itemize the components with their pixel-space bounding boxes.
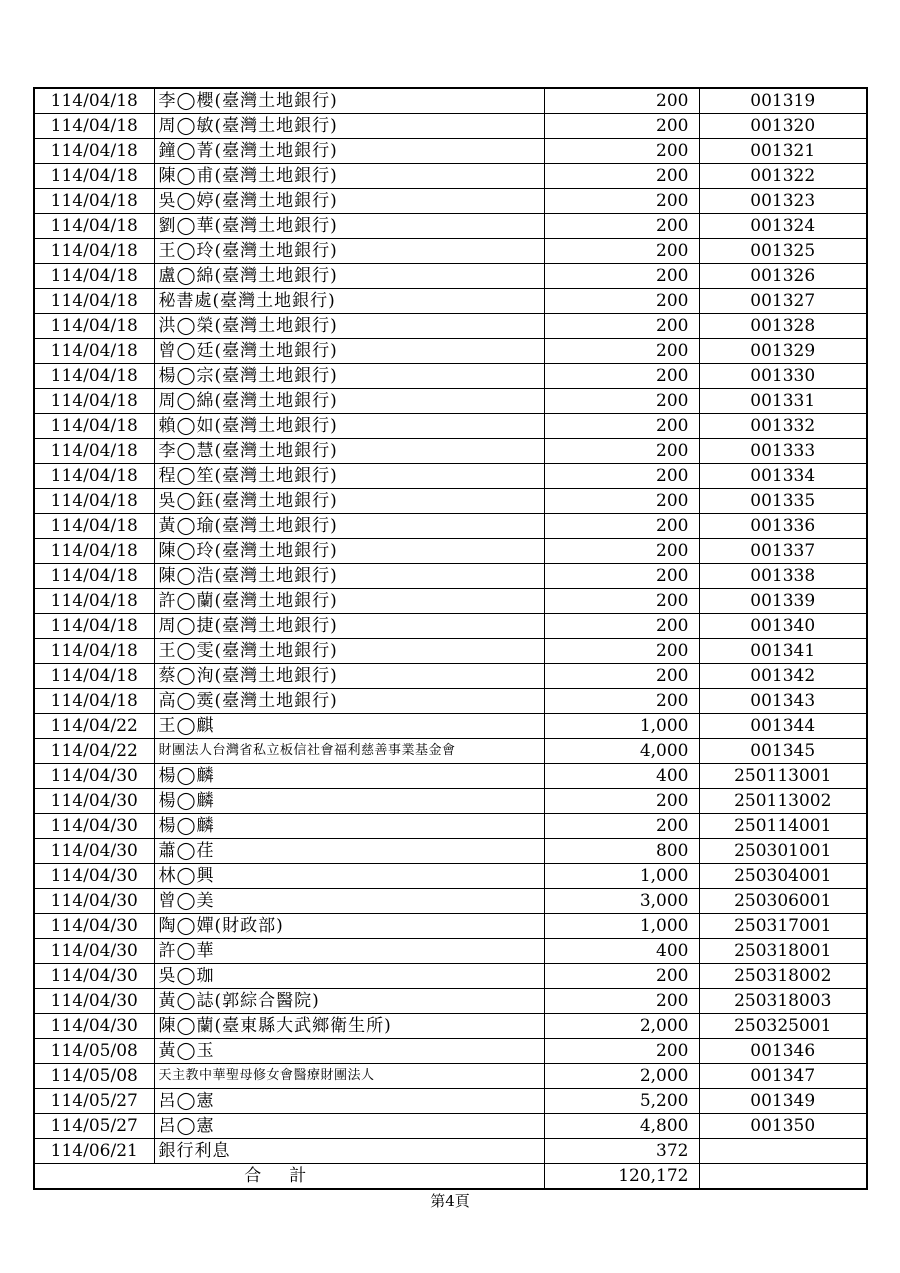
name-cell: 王◯雯(臺灣土地銀行) (154, 639, 544, 664)
amount-cell: 800 (544, 839, 699, 864)
receipt-cell: 001333 (699, 439, 867, 464)
date-cell: 114/04/30 (34, 889, 154, 914)
name-cell: 財團法人台灣省私立板信社會福利慈善事業基金會 (154, 739, 544, 764)
amount-cell: 200 (544, 314, 699, 339)
name-cell: 許◯華 (154, 939, 544, 964)
name-cell: 黃◯瑜(臺灣土地銀行) (154, 514, 544, 539)
amount-cell: 5,200 (544, 1089, 699, 1114)
table-row (34, 739, 867, 764)
receipt-cell: 001350 (699, 1114, 867, 1139)
name-cell: 林◯興 (154, 864, 544, 889)
amount-cell: 200 (544, 1039, 699, 1064)
name-cell: 程◯笙(臺灣土地銀行) (154, 464, 544, 489)
name-cell: 黃◯玉 (154, 1039, 544, 1064)
receipt-cell: 001341 (699, 639, 867, 664)
date-cell: 114/04/30 (34, 864, 154, 889)
table-row (34, 689, 867, 714)
table-row (34, 114, 867, 139)
amount-cell: 400 (544, 939, 699, 964)
receipt-cell: 001346 (699, 1039, 867, 1064)
page-number: 第4頁 (430, 1192, 470, 1210)
receipt-cell: 001344 (699, 714, 867, 739)
receipt-cell: 250113002 (699, 789, 867, 814)
table-row (34, 939, 867, 964)
table-row (34, 839, 867, 864)
name-cell: 呂◯憲 (154, 1114, 544, 1139)
receipt-cell: 001331 (699, 389, 867, 414)
table-row (34, 864, 867, 889)
amount-cell: 200 (544, 964, 699, 989)
date-cell: 114/04/18 (34, 514, 154, 539)
receipt-cell: 250318001 (699, 939, 867, 964)
table-row (34, 639, 867, 664)
date-cell: 114/04/30 (34, 989, 154, 1014)
name-cell: 陳◯蘭(臺東縣大武鄉衛生所) (154, 1014, 544, 1039)
receipt-cell: 250325001 (699, 1014, 867, 1039)
total-label: 合計 (34, 1164, 544, 1190)
name-cell: 楊◯麟 (154, 814, 544, 839)
amount-cell: 4,000 (544, 739, 699, 764)
receipt-cell: 250306001 (699, 889, 867, 914)
date-cell: 114/04/18 (34, 614, 154, 639)
table-row (34, 389, 867, 414)
table-row (34, 964, 867, 989)
name-cell: 王◯麒 (154, 714, 544, 739)
name-cell: 洪◯榮(臺灣土地銀行) (154, 314, 544, 339)
date-cell: 114/04/18 (34, 464, 154, 489)
receipt-cell: 001330 (699, 364, 867, 389)
date-cell: 114/04/18 (34, 139, 154, 164)
name-cell: 吳◯婷(臺灣土地銀行) (154, 189, 544, 214)
amount-cell: 200 (544, 164, 699, 189)
amount-cell: 200 (544, 564, 699, 589)
date-cell: 114/04/18 (34, 164, 154, 189)
receipt-cell: 001332 (699, 414, 867, 439)
table-row (34, 214, 867, 239)
receipt-cell: 250301001 (699, 839, 867, 864)
date-cell: 114/05/08 (34, 1064, 154, 1089)
amount-cell: 4,800 (544, 1114, 699, 1139)
table-row (34, 88, 867, 114)
date-cell: 114/06/21 (34, 1139, 154, 1164)
receipt-cell: 001339 (699, 589, 867, 614)
name-cell: 吳◯珈 (154, 964, 544, 989)
date-cell: 114/04/30 (34, 814, 154, 839)
receipt-cell: 001338 (699, 564, 867, 589)
name-cell: 楊◯麟 (154, 764, 544, 789)
receipt-cell (699, 1139, 867, 1164)
date-cell: 114/04/18 (34, 289, 154, 314)
receipt-cell: 001326 (699, 264, 867, 289)
date-cell: 114/04/18 (34, 264, 154, 289)
receipt-cell: 001323 (699, 189, 867, 214)
amount-cell: 372 (544, 1139, 699, 1164)
table-row (34, 439, 867, 464)
receipt-cell: 001343 (699, 689, 867, 714)
amount-cell: 2,000 (544, 1064, 699, 1089)
receipt-cell: 001324 (699, 214, 867, 239)
name-cell: 盧◯綿(臺灣土地銀行) (154, 264, 544, 289)
date-cell: 114/04/18 (34, 389, 154, 414)
table-row (34, 364, 867, 389)
receipt-cell: 001347 (699, 1064, 867, 1089)
date-cell: 114/04/30 (34, 764, 154, 789)
name-cell: 黃◯誌(郭綜合醫院) (154, 989, 544, 1014)
amount-cell: 200 (544, 789, 699, 814)
amount-cell: 200 (544, 139, 699, 164)
name-cell: 蔡◯洵(臺灣土地銀行) (154, 664, 544, 689)
amount-cell: 200 (544, 389, 699, 414)
table-row (34, 539, 867, 564)
table-row (34, 889, 867, 914)
receipt-cell: 001340 (699, 614, 867, 639)
date-cell: 114/04/18 (34, 689, 154, 714)
amount-cell: 400 (544, 764, 699, 789)
receipt-cell: 001321 (699, 139, 867, 164)
name-cell: 蕭◯荏 (154, 839, 544, 864)
name-cell: 陳◯浩(臺灣土地銀行) (154, 564, 544, 589)
amount-cell: 1,000 (544, 714, 699, 739)
name-cell: 天主教中華聖母修女會醫療財團法人 (154, 1064, 544, 1089)
date-cell: 114/04/22 (34, 739, 154, 764)
name-cell: 吳◯鈺(臺灣土地銀行) (154, 489, 544, 514)
name-cell: 楊◯麟 (154, 789, 544, 814)
receipt-cell: 250317001 (699, 914, 867, 939)
receipt-cell: 001342 (699, 664, 867, 689)
amount-cell: 200 (544, 814, 699, 839)
receipt-cell: 001328 (699, 314, 867, 339)
date-cell: 114/05/08 (34, 1039, 154, 1064)
table-row (34, 614, 867, 639)
table-row (34, 464, 867, 489)
date-cell: 114/04/18 (34, 589, 154, 614)
amount-cell: 1,000 (544, 864, 699, 889)
name-cell: 周◯捷(臺灣土地銀行) (154, 614, 544, 639)
name-cell: 王◯玲(臺灣土地銀行) (154, 239, 544, 264)
name-cell: 劉◯華(臺灣土地銀行) (154, 214, 544, 239)
name-cell: 鐘◯菁(臺灣土地銀行) (154, 139, 544, 164)
receipt-cell: 001320 (699, 114, 867, 139)
receipt-cell: 001335 (699, 489, 867, 514)
date-cell: 114/04/30 (34, 914, 154, 939)
amount-cell: 200 (544, 589, 699, 614)
donation-table (33, 87, 868, 1190)
amount-cell: 2,000 (544, 1014, 699, 1039)
amount-cell: 200 (544, 114, 699, 139)
table-row (34, 589, 867, 614)
amount-cell: 3,000 (544, 889, 699, 914)
date-cell: 114/04/18 (34, 214, 154, 239)
date-cell: 114/04/18 (34, 414, 154, 439)
amount-cell: 200 (544, 239, 699, 264)
table-row (34, 714, 867, 739)
receipt-cell: 001325 (699, 239, 867, 264)
amount-cell: 200 (544, 614, 699, 639)
total-row (34, 1164, 867, 1190)
name-cell: 高◯霙(臺灣土地銀行) (154, 689, 544, 714)
table-row (34, 1064, 867, 1089)
table-row (34, 764, 867, 789)
table-row (34, 1014, 867, 1039)
amount-cell: 200 (544, 439, 699, 464)
amount-cell: 200 (544, 489, 699, 514)
receipt-cell: 001336 (699, 514, 867, 539)
receipt-cell: 001329 (699, 339, 867, 364)
date-cell: 114/04/18 (34, 539, 154, 564)
date-cell: 114/04/18 (34, 88, 154, 114)
table-row (34, 289, 867, 314)
table-row (34, 139, 867, 164)
receipt-cell: 001327 (699, 289, 867, 314)
name-cell: 周◯敏(臺灣土地銀行) (154, 114, 544, 139)
name-cell: 楊◯宗(臺灣土地銀行) (154, 364, 544, 389)
name-cell: 周◯綿(臺灣土地銀行) (154, 389, 544, 414)
table-row (34, 989, 867, 1014)
table-row (34, 1114, 867, 1139)
date-cell: 114/04/18 (34, 189, 154, 214)
date-cell: 114/05/27 (34, 1089, 154, 1114)
receipt-cell: 250114001 (699, 814, 867, 839)
table-row (34, 189, 867, 214)
table-row (34, 1139, 867, 1164)
name-cell: 陳◯玲(臺灣土地銀行) (154, 539, 544, 564)
table-row (34, 1039, 867, 1064)
name-cell: 呂◯憲 (154, 1089, 544, 1114)
total-receipt-cell (699, 1164, 867, 1190)
receipt-cell: 001337 (699, 539, 867, 564)
table-row (34, 414, 867, 439)
receipt-cell: 250304001 (699, 864, 867, 889)
table-row (34, 264, 867, 289)
amount-cell: 200 (544, 364, 699, 389)
amount-cell: 200 (544, 514, 699, 539)
amount-cell: 200 (544, 214, 699, 239)
total-amount: 120,172 (544, 1164, 699, 1190)
table-row (34, 164, 867, 189)
receipt-cell: 001334 (699, 464, 867, 489)
date-cell: 114/04/18 (34, 639, 154, 664)
amount-cell: 200 (544, 989, 699, 1014)
receipt-cell: 250318003 (699, 989, 867, 1014)
amount-cell: 200 (544, 539, 699, 564)
amount-cell: 200 (544, 639, 699, 664)
table-row (34, 1089, 867, 1114)
name-cell: 陶◯嬋(財政部) (154, 914, 544, 939)
receipt-cell: 001349 (699, 1089, 867, 1114)
table-row (34, 564, 867, 589)
table-row (34, 789, 867, 814)
name-cell: 曾◯美 (154, 889, 544, 914)
table-row (34, 914, 867, 939)
date-cell: 114/04/18 (34, 439, 154, 464)
receipt-cell: 001345 (699, 739, 867, 764)
date-cell: 114/04/18 (34, 314, 154, 339)
amount-cell: 200 (544, 664, 699, 689)
date-cell: 114/04/30 (34, 964, 154, 989)
date-cell: 114/04/18 (34, 239, 154, 264)
date-cell: 114/04/18 (34, 489, 154, 514)
amount-cell: 200 (544, 414, 699, 439)
receipt-cell: 250318002 (699, 964, 867, 989)
amount-cell: 200 (544, 689, 699, 714)
date-cell: 114/04/18 (34, 114, 154, 139)
table-row (34, 489, 867, 514)
receipt-cell: 001322 (699, 164, 867, 189)
date-cell: 114/04/30 (34, 939, 154, 964)
date-cell: 114/04/30 (34, 839, 154, 864)
name-cell: 李◯櫻(臺灣土地銀行) (154, 88, 544, 114)
table-row (34, 239, 867, 264)
name-cell: 曾◯廷(臺灣土地銀行) (154, 339, 544, 364)
receipt-cell: 250113001 (699, 764, 867, 789)
table-row (34, 814, 867, 839)
date-cell: 114/04/18 (34, 364, 154, 389)
name-cell: 賴◯如(臺灣土地銀行) (154, 414, 544, 439)
amount-cell: 200 (544, 189, 699, 214)
amount-cell: 200 (544, 464, 699, 489)
table-row (34, 339, 867, 364)
amount-cell: 200 (544, 289, 699, 314)
name-cell: 秘書處(臺灣土地銀行) (154, 289, 544, 314)
table-row (34, 314, 867, 339)
date-cell: 114/04/18 (34, 339, 154, 364)
date-cell: 114/04/22 (34, 714, 154, 739)
name-cell: 李◯慧(臺灣土地銀行) (154, 439, 544, 464)
date-cell: 114/04/30 (34, 1014, 154, 1039)
amount-cell: 1,000 (544, 914, 699, 939)
amount-cell: 200 (544, 88, 699, 114)
date-cell: 114/04/30 (34, 789, 154, 814)
receipt-cell: 001319 (699, 88, 867, 114)
name-cell: 許◯蘭(臺灣土地銀行) (154, 589, 544, 614)
amount-cell: 200 (544, 339, 699, 364)
name-cell: 陳◯甫(臺灣土地銀行) (154, 164, 544, 189)
table-row (34, 664, 867, 689)
name-cell: 銀行利息 (154, 1139, 544, 1164)
date-cell: 114/04/18 (34, 564, 154, 589)
date-cell: 114/04/18 (34, 664, 154, 689)
amount-cell: 200 (544, 264, 699, 289)
donation-table-body (34, 88, 867, 1164)
date-cell: 114/05/27 (34, 1114, 154, 1139)
table-row (34, 514, 867, 539)
